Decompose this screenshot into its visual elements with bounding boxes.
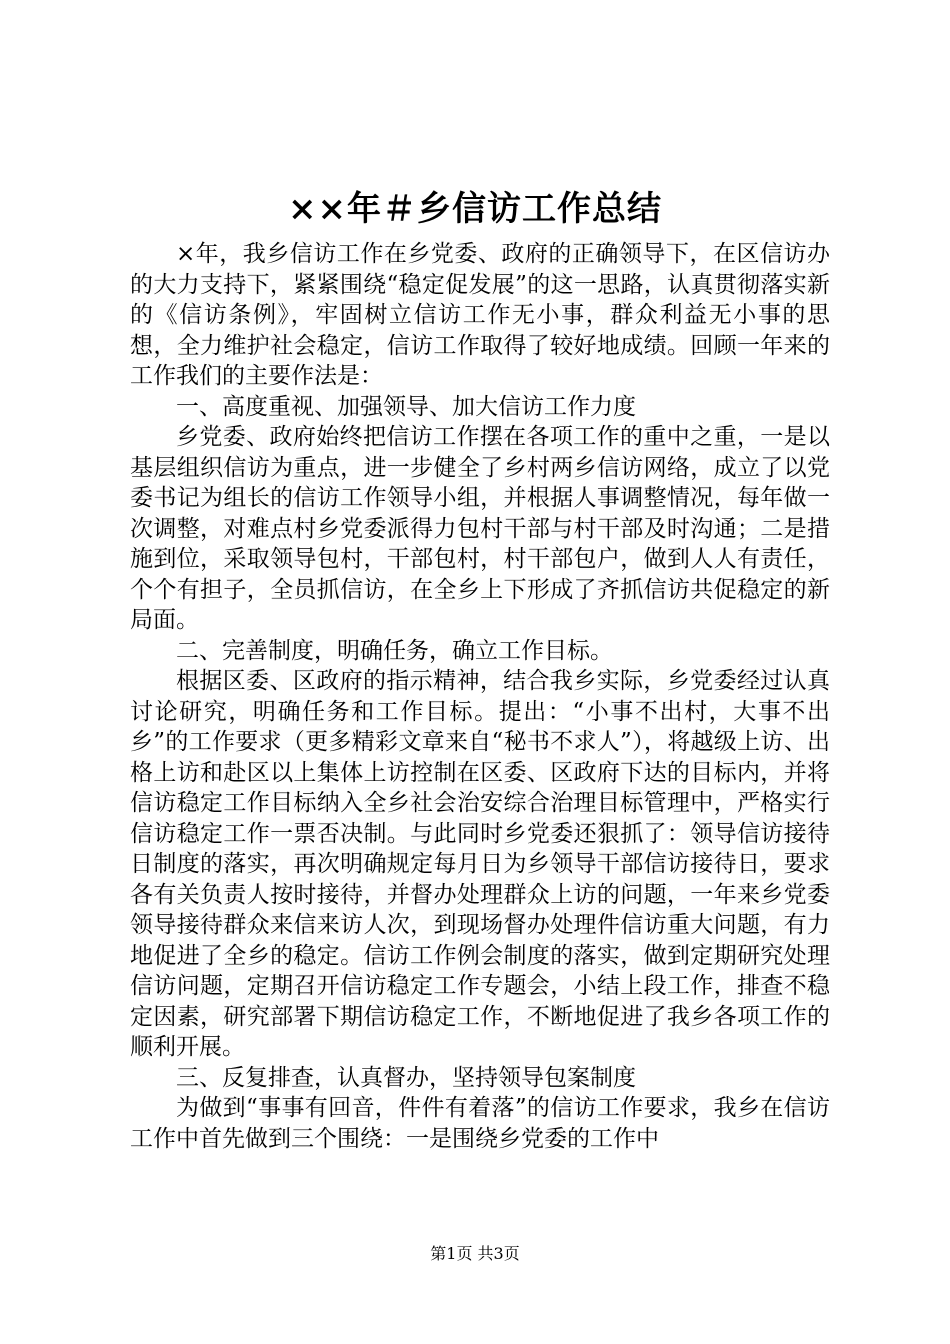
document-title: ××年＃乡信访工作总结	[288, 189, 662, 229]
section-heading-2: 二、完善制度，明确任务，确立工作目标。	[176, 637, 613, 664]
paragraph-section-1: 乡党委、政府始终把信访工作摆在各项工作的重中之重，一是以基层组织信访为重点，进一步健全了乡村两乡信访网络，成立了以党委书记为组长的信访工作领导小组，并根据人事调整情况，每年做一次调整，对难点村乡党委派得力包村干部与村干部及时沟通；二是措施到位，采取领导包村，干部包村，村干部包户，做到人人有责任，个个有担子，全员抓信访，在全乡上下形成了齐抓信访共促稳定的新局面。	[130, 424, 830, 633]
paragraph-section-2: 根据区委、区政府的指示精神，结合我乡实际，乡党委经过认真讨论研究，明确任务和工作目标。提出：“小事不出村，大事不出乡”的工作要求（更多精彩文章来自“秘书不求人”），将越级上访、出格上访和赴区以上集体上访控制在区委、区政府下达的目标内，并将信访稳定工作目标纳入全乡社会治安综合治理目标管理中，严格实行信访稳定工作一票否决制。与此同时乡党委还狠抓了：领导信访接待日制度的落实，再次明确规定每月日为乡领导干部信访接待日，要求各有关负责人按时接待，并督办处理群众上访的问题，一年来乡党委领导接待群众来信来访人次，到现场督办处理件信访重大问题，有力地促进了全乡的稳定。信访工作例会制度的落实，做到定期研究处理信访问题，定期召开信访稳定工作专题会，小结上段工作，排查不稳定因素，研究部署下期信访稳定工作，不断地促进了我乡各项工作的顺利开展。	[130, 668, 830, 1060]
paragraph-intro: ×年，我乡信访工作在乡党委、政府的正确领导下，在区信访办的大力支持下，紧紧围绕“稳定促发展”的这一思路，认真贯彻落实新的《信访条例》，牢固树立信访工作无小事，群众利益无小事的思想，全力维护社会稳定，信访工作取得了较好地成绩。回顾一年来的工作我们的主要作法是：	[130, 241, 830, 389]
section-heading-1: 一、高度重视、加强领导、加大信访工作力度	[176, 393, 636, 420]
paragraph-section-3: 为做到“事事有回音，件件有着落”的信访工作要求，我乡在信访工作中首先做到三个围绕：一是围绕乡党委的工作中	[130, 1095, 830, 1152]
section-heading-3: 三、反复排查，认真督办，坚持领导包案制度	[176, 1064, 636, 1091]
page-footer: 第1页 共3页	[430, 1244, 520, 1263]
document-body	[130, 239, 830, 1154]
